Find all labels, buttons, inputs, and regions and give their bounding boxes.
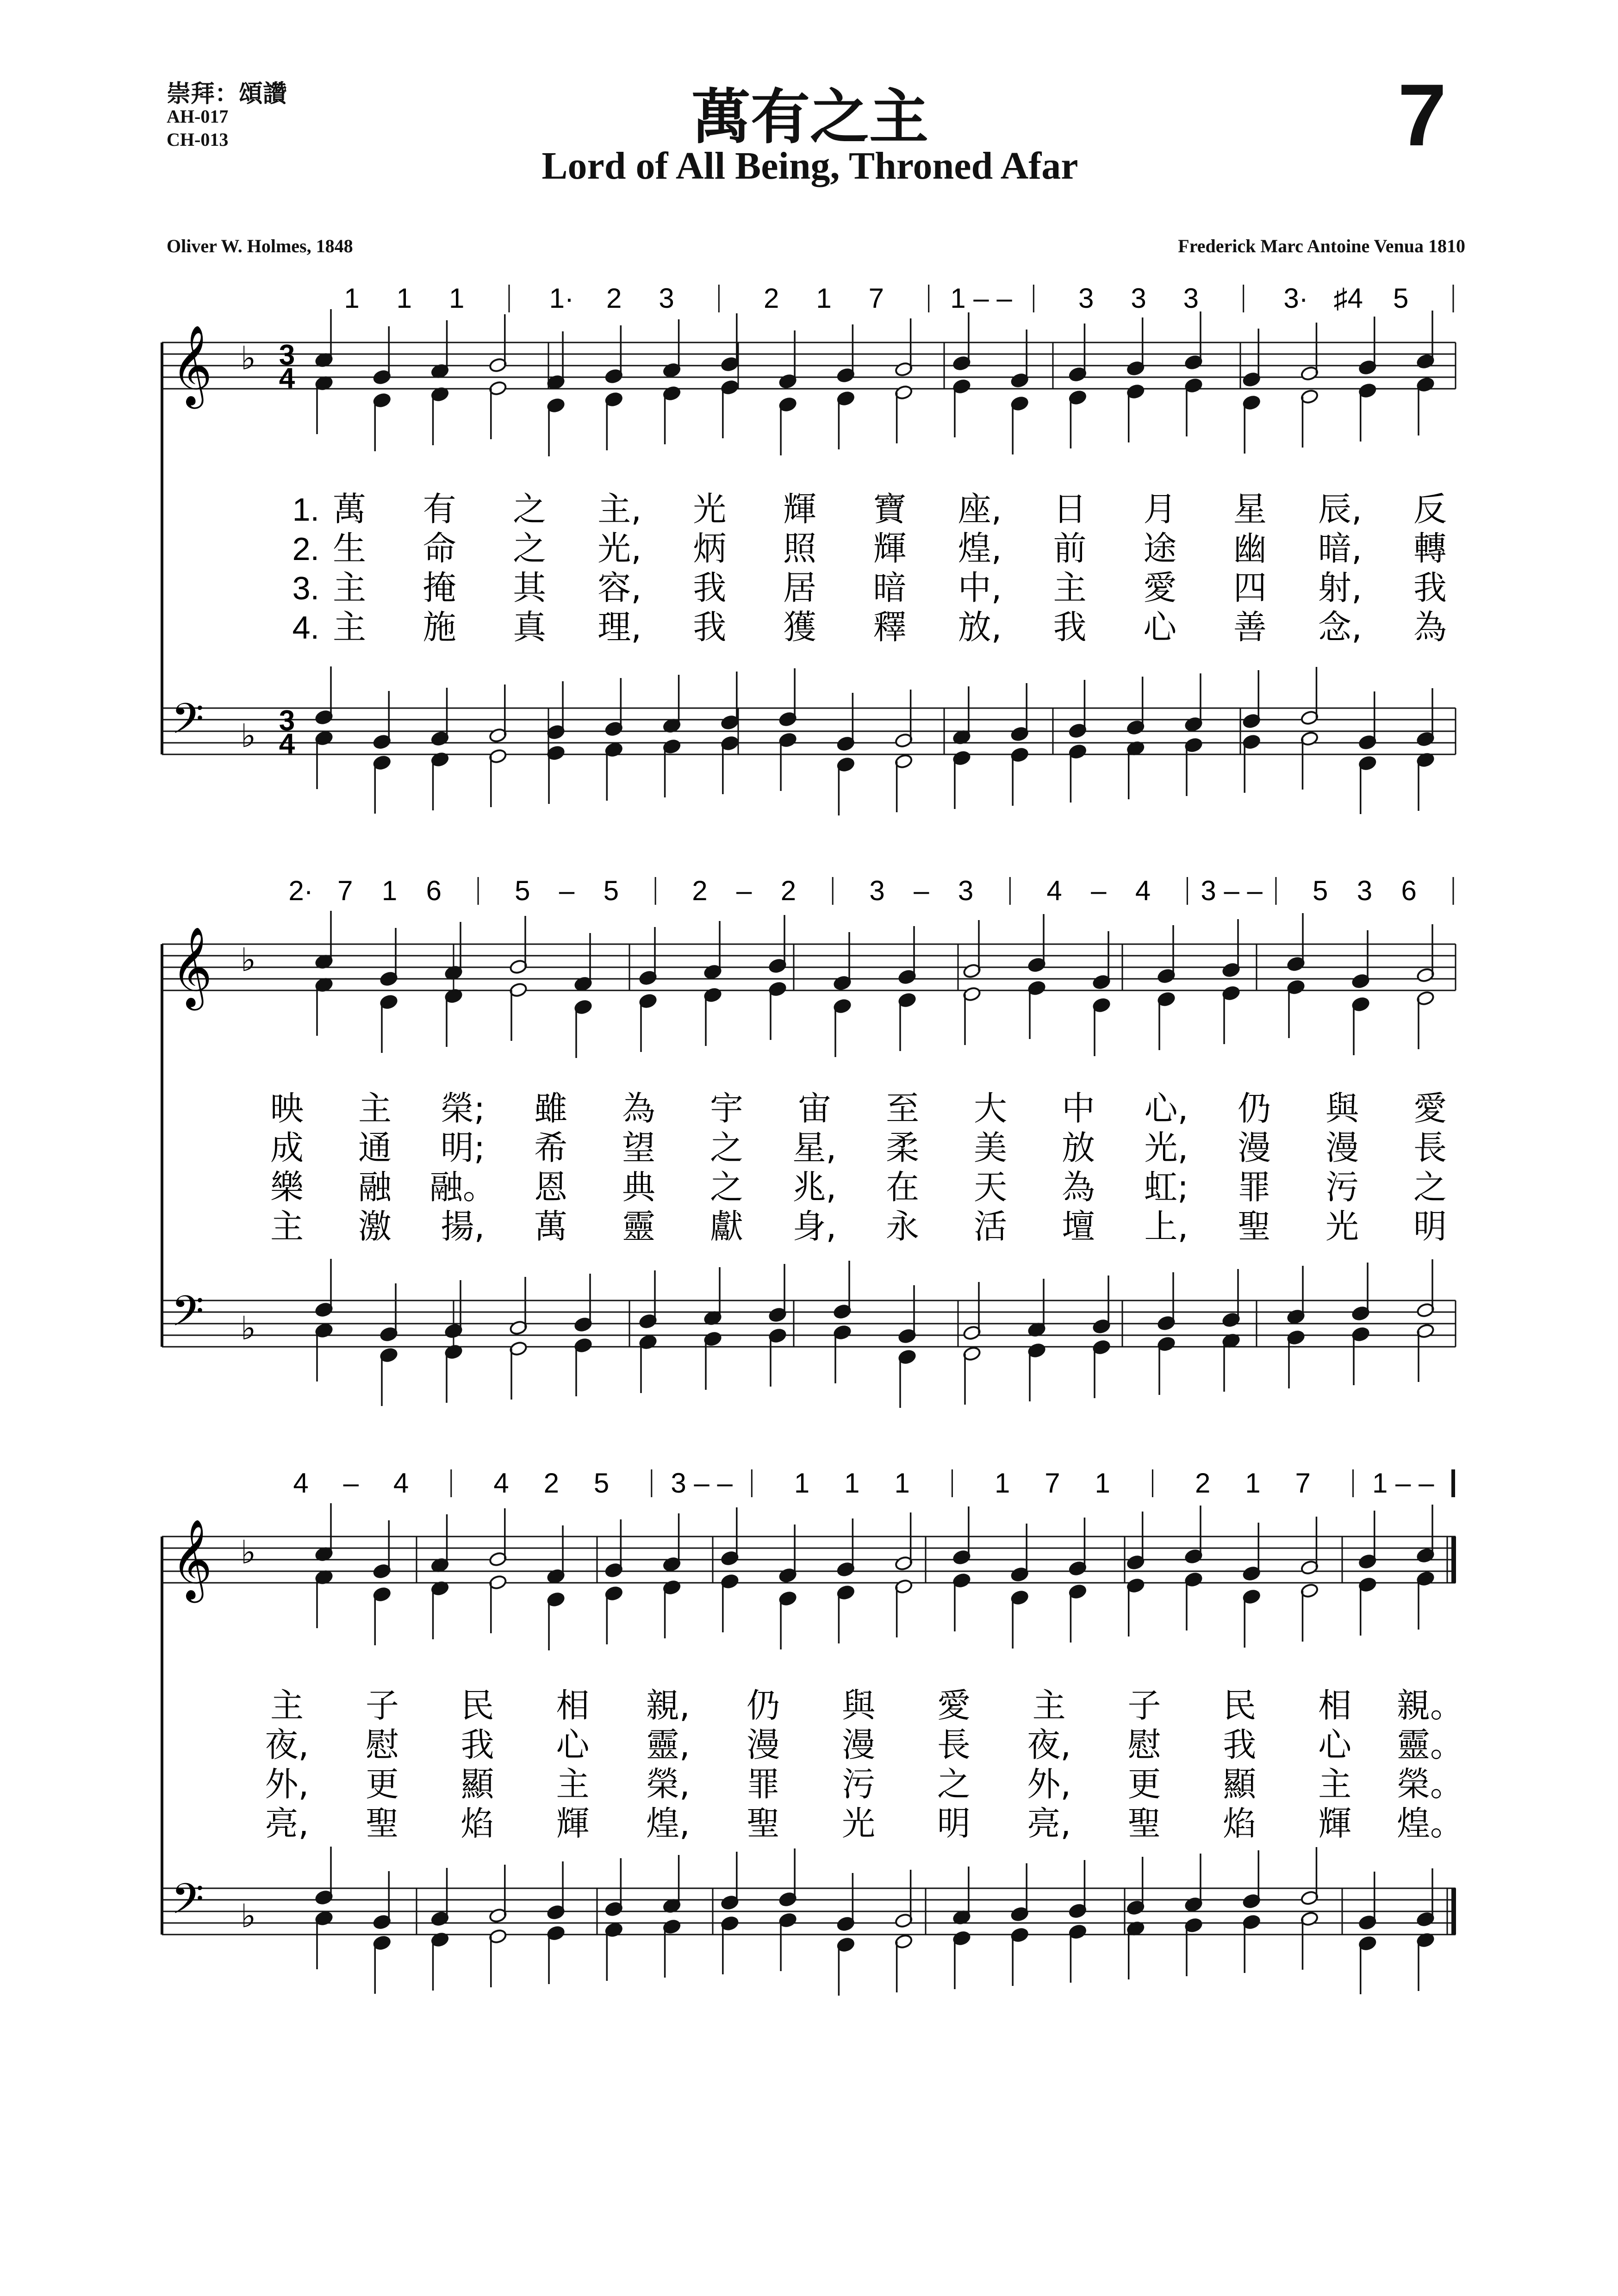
- category-label: 崇拜：頌讚: [167, 80, 287, 108]
- numbered-note: 2: [763, 283, 779, 314]
- numbered-note: 2: [606, 283, 622, 314]
- numbered-note: 7: [868, 283, 884, 314]
- code-ch: CH-013: [167, 129, 229, 150]
- numbered-note: 3·: [1283, 283, 1308, 314]
- lyric-syllable: 主: [1318, 1765, 1352, 1804]
- lyric-syllable: 顯: [1223, 1765, 1257, 1804]
- lyric-syllable: 煌,: [646, 1804, 690, 1843]
- lyric-syllable: 暗: [873, 568, 907, 607]
- time-signature-bottom: 4: [279, 362, 295, 394]
- lyric-syllable: 揚,: [441, 1207, 485, 1246]
- lyric-syllable: 掩: [423, 568, 456, 607]
- numbered-note: 3: [1183, 283, 1199, 314]
- lyric-syllable: 映: [270, 1089, 304, 1128]
- lyric-syllable: 外,: [1027, 1765, 1071, 1804]
- lyric-syllable: 其: [513, 568, 547, 607]
- lyric-syllable: 漫: [747, 1725, 780, 1764]
- lyric-syllable: 暗,: [1318, 529, 1362, 568]
- lyric-syllable: 理,: [597, 608, 642, 647]
- lyric-syllable: 光: [1325, 1207, 1359, 1246]
- lyric-syllable: 與: [1325, 1089, 1359, 1128]
- numbered-note: 7: [1045, 1468, 1060, 1499]
- lyric-syllable: 施: [423, 608, 456, 647]
- lyric-syllable: 焰: [461, 1804, 494, 1843]
- lyric-syllable: 煌。: [1396, 1804, 1464, 1843]
- numbered-note: 1: [381, 875, 398, 906]
- lyric-syllable: 主: [270, 1686, 304, 1725]
- verse-number: 3.: [292, 570, 319, 606]
- lyric-syllable: 壇: [1061, 1207, 1095, 1246]
- numbered-note: 3: [958, 875, 974, 906]
- lyric-syllable: 之: [709, 1168, 744, 1207]
- lyric-syllable: 之: [513, 490, 547, 529]
- hymn-title-english: Lord of All Being, Throned Afar: [541, 144, 1078, 187]
- lyric-syllable: 愛: [1413, 1089, 1447, 1128]
- lyric-syllable: 居: [783, 568, 816, 607]
- lyric-syllable: 途: [1143, 529, 1177, 568]
- lyric-syllable: 與: [841, 1686, 876, 1725]
- numbered-note: 1: [844, 1468, 860, 1499]
- lyric-syllable: 容,: [597, 568, 642, 607]
- lyric-syllable: 聖: [1127, 1804, 1161, 1843]
- lyric-syllable: 相: [556, 1686, 590, 1725]
- lyric-syllable: 心: [556, 1725, 590, 1764]
- verse-number: 4.: [292, 610, 319, 646]
- lyric-syllable: 主: [1032, 1686, 1066, 1725]
- lyric-syllable: 中,: [958, 568, 1002, 607]
- lyric-syllable: 慰: [365, 1725, 399, 1764]
- lyric-syllable: 愛: [937, 1686, 971, 1725]
- lyric-syllable: 仍: [747, 1686, 780, 1725]
- lyric-syllable: 夜,: [265, 1725, 309, 1764]
- lyric-syllable: 主: [556, 1765, 590, 1804]
- lyric-syllable: 我: [1053, 608, 1087, 647]
- lyric-syllable: 之: [709, 1128, 744, 1167]
- system-1-bass-flat-icon: ♭: [241, 718, 256, 754]
- lyric-syllable: 榮;: [440, 1089, 485, 1128]
- lyric-syllable: 靈。: [1396, 1725, 1464, 1764]
- verse-number: 1.: [292, 492, 319, 528]
- numbered-note: 3: [1357, 875, 1373, 906]
- lyric-syllable: 主: [332, 608, 367, 647]
- lyric-syllable: 反: [1413, 490, 1447, 529]
- lyric-syllable: 靈,: [646, 1725, 690, 1764]
- lyric-syllable: 污: [1325, 1168, 1359, 1207]
- time-signature-top: 3: [279, 705, 295, 737]
- lyric-syllable: 辰,: [1318, 490, 1362, 529]
- lyric-syllable: 輝: [1318, 1804, 1352, 1843]
- numbered-note: ♯4: [1333, 283, 1363, 314]
- lyric-syllable: 輝: [873, 529, 907, 568]
- lyric-syllable: 主,: [597, 490, 642, 529]
- lyric-syllable: 明;: [440, 1128, 485, 1167]
- lyric-syllable: 兆,: [792, 1168, 837, 1207]
- lyric-syllable: 至: [885, 1089, 920, 1128]
- numbered-note: –: [914, 875, 929, 906]
- numbered-note: 1: [344, 283, 360, 314]
- lyric-syllable: 成: [270, 1128, 304, 1167]
- lyric-syllable: 愛: [1143, 568, 1177, 607]
- lyric-syllable: 我: [1413, 568, 1447, 607]
- lyric-syllable: 柔: [885, 1128, 920, 1167]
- lyric-syllable: 長: [937, 1725, 971, 1764]
- numbered-note: 3 – –: [1201, 875, 1263, 906]
- numbered-note: –: [1091, 875, 1107, 906]
- verse-number: 2.: [292, 531, 319, 567]
- lyric-syllable: 光,: [1144, 1128, 1189, 1167]
- lyric-syllable: 念,: [1318, 608, 1362, 647]
- lyric-syllable: 主: [270, 1207, 304, 1246]
- time-signature-bottom: 4: [279, 728, 295, 760]
- numbered-note: 1: [1095, 1468, 1110, 1499]
- numbered-note: 4: [293, 1468, 309, 1499]
- lyric-syllable: 寶: [873, 490, 907, 529]
- lyric-syllable: 希: [534, 1128, 568, 1167]
- lyric-syllable: 融: [358, 1168, 392, 1207]
- lyric-syllable: 我: [693, 568, 727, 607]
- lyric-syllable: 輝: [783, 490, 816, 529]
- lyric-syllable: 放: [1061, 1128, 1095, 1167]
- lyric-syllable: 身,: [792, 1207, 837, 1246]
- lyric-syllable: 聖: [747, 1804, 780, 1843]
- numbered-note: 1: [816, 283, 832, 314]
- lyric-syllable: 座,: [958, 490, 1002, 529]
- lyric-syllable: 星: [1233, 490, 1267, 529]
- lyric-syllable: 榮,: [646, 1765, 690, 1804]
- lyric-syllable: 萬: [534, 1207, 568, 1246]
- lyric-syllable: 漫: [1325, 1128, 1359, 1167]
- system-1-bass-clef-icon: 𝄢: [171, 696, 204, 753]
- system-2-bass-flat-icon: ♭: [241, 1310, 256, 1346]
- lyric-syllable: 我: [1223, 1725, 1257, 1764]
- lyric-syllable: 獲: [783, 608, 816, 647]
- lyric-syllable: 融。: [429, 1168, 497, 1207]
- lyric-syllable: 光: [841, 1804, 876, 1843]
- lyric-syllable: 活: [973, 1207, 1008, 1246]
- lyric-syllable: 命: [423, 529, 456, 568]
- lyric-syllable: 照: [783, 529, 816, 568]
- lyricist-credit: Oliver W. Holmes, 1848: [167, 236, 353, 256]
- system-3-treble-flat-icon: ♭: [241, 1534, 256, 1570]
- lyric-syllable: 上,: [1144, 1207, 1189, 1246]
- numbered-note: 1: [994, 1468, 1010, 1499]
- lyric-syllable: 漫: [1237, 1128, 1271, 1167]
- lyric-syllable: 永: [885, 1207, 920, 1246]
- numbered-note: –: [559, 875, 575, 906]
- numbered-note: 3: [1131, 283, 1146, 314]
- lyric-syllable: 日: [1053, 490, 1087, 529]
- lyric-syllable: 星,: [792, 1128, 837, 1167]
- numbered-note: 3: [659, 283, 674, 314]
- lyric-syllable: 罪: [1237, 1168, 1271, 1207]
- system-2-bass-clef-icon: 𝄢: [171, 1288, 204, 1345]
- lyric-syllable: 亮,: [265, 1804, 309, 1843]
- lyric-syllable: 四: [1233, 568, 1267, 607]
- code-ah: AH-017: [167, 106, 229, 127]
- lyric-syllable: 在: [885, 1168, 920, 1207]
- lyric-syllable: 相: [1318, 1686, 1352, 1725]
- lyric-syllable: 射,: [1318, 568, 1362, 607]
- composer-credit: Frederick Marc Antoine Venua 1810: [1178, 236, 1465, 256]
- numbered-note: 4: [1135, 875, 1151, 906]
- system-3-bass-flat-icon: ♭: [241, 1898, 256, 1934]
- lyric-syllable: 虹;: [1144, 1168, 1189, 1207]
- lyric-syllable: 我: [693, 608, 727, 647]
- lyric-syllable: 主: [1053, 568, 1087, 607]
- numbered-note: 2·: [288, 875, 313, 906]
- lyric-syllable: 聖: [1237, 1207, 1271, 1246]
- numbered-note: 3 – –: [671, 1468, 733, 1499]
- lyric-syllable: 之: [513, 529, 547, 568]
- lyric-syllable: 焰: [1223, 1804, 1257, 1843]
- numbered-note: 7: [1295, 1468, 1311, 1499]
- lyric-syllable: 前: [1053, 529, 1087, 568]
- lyric-syllable: 主: [332, 568, 367, 607]
- lyric-syllable: 天: [973, 1168, 1008, 1207]
- lyric-syllable: 輝: [556, 1804, 590, 1843]
- lyric-syllable: 典: [622, 1168, 656, 1207]
- lyric-syllable: 萬: [332, 490, 367, 529]
- lyric-syllable: 漫: [841, 1725, 876, 1764]
- numbered-note: 2: [1195, 1468, 1211, 1499]
- lyric-syllable: 望: [622, 1128, 656, 1167]
- lyric-syllable: 為: [1413, 608, 1447, 647]
- lyric-syllable: 仍: [1237, 1089, 1271, 1128]
- lyric-syllable: 大: [973, 1089, 1008, 1128]
- numbered-note: 2: [692, 875, 708, 906]
- numbered-note: 4: [393, 1468, 409, 1499]
- hymn-title-chinese: 萬有之主: [691, 82, 928, 152]
- lyric-syllable: 宙: [797, 1089, 832, 1128]
- lyric-syllable: 夜,: [1027, 1725, 1071, 1764]
- lyric-syllable: 放,: [958, 608, 1002, 647]
- lyric-syllable: 樂: [270, 1168, 304, 1207]
- lyric-syllable: 親,: [646, 1686, 690, 1725]
- numbered-note: 2: [543, 1468, 559, 1499]
- numbered-note: 1: [448, 283, 465, 314]
- lyric-syllable: 幽: [1233, 529, 1267, 568]
- lyric-syllable: 更: [1127, 1765, 1161, 1804]
- lyric-syllable: 恩: [534, 1168, 568, 1207]
- system-2-treble-clef-icon: 𝄞: [171, 927, 212, 1005]
- numbered-note: 3: [869, 875, 885, 906]
- lyric-syllable: 月: [1143, 490, 1177, 529]
- lyric-syllable: 明: [1413, 1207, 1447, 1246]
- lyric-syllable: 外,: [265, 1765, 309, 1804]
- numbered-note: 5: [1393, 283, 1409, 314]
- lyric-syllable: 為: [622, 1089, 656, 1128]
- lyric-syllable: 炳: [693, 529, 727, 568]
- numbered-note: 1: [894, 1468, 910, 1499]
- lyric-syllable: 心: [1143, 608, 1177, 647]
- lyric-syllable: 為: [1061, 1168, 1095, 1207]
- lyric-syllable: 心,: [1144, 1089, 1189, 1128]
- lyric-syllable: 子: [1127, 1686, 1161, 1725]
- numbered-note: 1·: [549, 283, 574, 314]
- numbered-note: 3: [1078, 283, 1094, 314]
- numbered-note: –: [736, 875, 752, 906]
- lyric-syllable: 獻: [709, 1207, 744, 1246]
- lyric-syllable: 我: [461, 1725, 494, 1764]
- numbered-note: 7: [337, 875, 353, 906]
- lyric-syllable: 長: [1413, 1128, 1447, 1167]
- numbered-note: 2: [780, 875, 797, 906]
- lyric-syllable: 更: [365, 1765, 399, 1804]
- lyric-syllable: 光: [693, 490, 727, 529]
- numbered-note: 5: [1313, 875, 1328, 906]
- lyric-syllable: 轉: [1413, 529, 1447, 568]
- lyric-syllable: 罪: [747, 1765, 780, 1804]
- time-signature-top: 3: [279, 339, 295, 371]
- system-1-treble-flat-icon: ♭: [241, 340, 256, 376]
- lyric-syllable: 真: [513, 608, 547, 647]
- lyric-syllable: 子: [365, 1686, 399, 1725]
- lyric-syllable: 之: [937, 1765, 971, 1804]
- lyric-syllable: 激: [358, 1207, 392, 1246]
- numbered-note: 5: [603, 875, 619, 906]
- lyric-syllable: 榮。: [1396, 1765, 1464, 1804]
- lyric-syllable: 雖: [534, 1089, 568, 1128]
- numbered-note: 5: [515, 875, 530, 906]
- system-3-treble-clef-icon: 𝄞: [171, 1520, 212, 1598]
- lyric-syllable: 民: [461, 1686, 494, 1725]
- lyric-syllable: 生: [332, 529, 367, 568]
- numbered-note: 6: [1401, 875, 1417, 906]
- lyric-syllable: 靈: [622, 1207, 656, 1246]
- numbered-note: 1: [396, 283, 412, 314]
- numbered-note: 1 – –: [950, 283, 1012, 314]
- lyric-syllable: 有: [423, 490, 456, 529]
- numbered-note: 6: [426, 875, 442, 906]
- lyric-syllable: 慰: [1127, 1725, 1161, 1764]
- lyric-syllable: 明: [937, 1804, 971, 1843]
- lyric-syllable: 煌,: [958, 529, 1002, 568]
- lyric-syllable: 污: [841, 1765, 876, 1804]
- lyric-syllable: 聖: [365, 1804, 399, 1843]
- lyric-syllable: 光,: [597, 529, 642, 568]
- system-3-bass-clef-icon: 𝄢: [171, 1876, 204, 1933]
- lyric-syllable: 親。: [1396, 1686, 1464, 1725]
- lyric-syllable: 主: [358, 1089, 392, 1128]
- numbered-note: 4: [1046, 875, 1062, 906]
- lyric-syllable: 顯: [461, 1765, 494, 1804]
- system-1-treble-clef-icon: 𝄞: [171, 326, 212, 404]
- lyric-syllable: 通: [358, 1128, 392, 1167]
- hymn-number: 7: [1398, 66, 1447, 164]
- numbered-note: 1: [1245, 1468, 1261, 1499]
- lyric-syllable: 宇: [709, 1089, 744, 1128]
- lyric-syllable: 善: [1233, 608, 1267, 647]
- lyric-syllable: 之: [1413, 1168, 1447, 1207]
- numbered-note: –: [343, 1468, 359, 1499]
- numbered-note: 4: [493, 1468, 509, 1499]
- lyric-syllable: 釋: [873, 608, 907, 647]
- numbered-note: 1: [794, 1468, 810, 1499]
- numbered-note: 1 – –: [1372, 1468, 1434, 1499]
- lyric-syllable: 亮,: [1027, 1804, 1071, 1843]
- lyric-syllable: 民: [1223, 1686, 1257, 1725]
- lyric-syllable: 美: [973, 1128, 1008, 1167]
- lyric-syllable: 中: [1061, 1089, 1095, 1128]
- numbered-note: 5: [593, 1468, 610, 1499]
- lyric-syllable: 心: [1318, 1725, 1352, 1764]
- system-2-treble-flat-icon: ♭: [241, 942, 256, 978]
